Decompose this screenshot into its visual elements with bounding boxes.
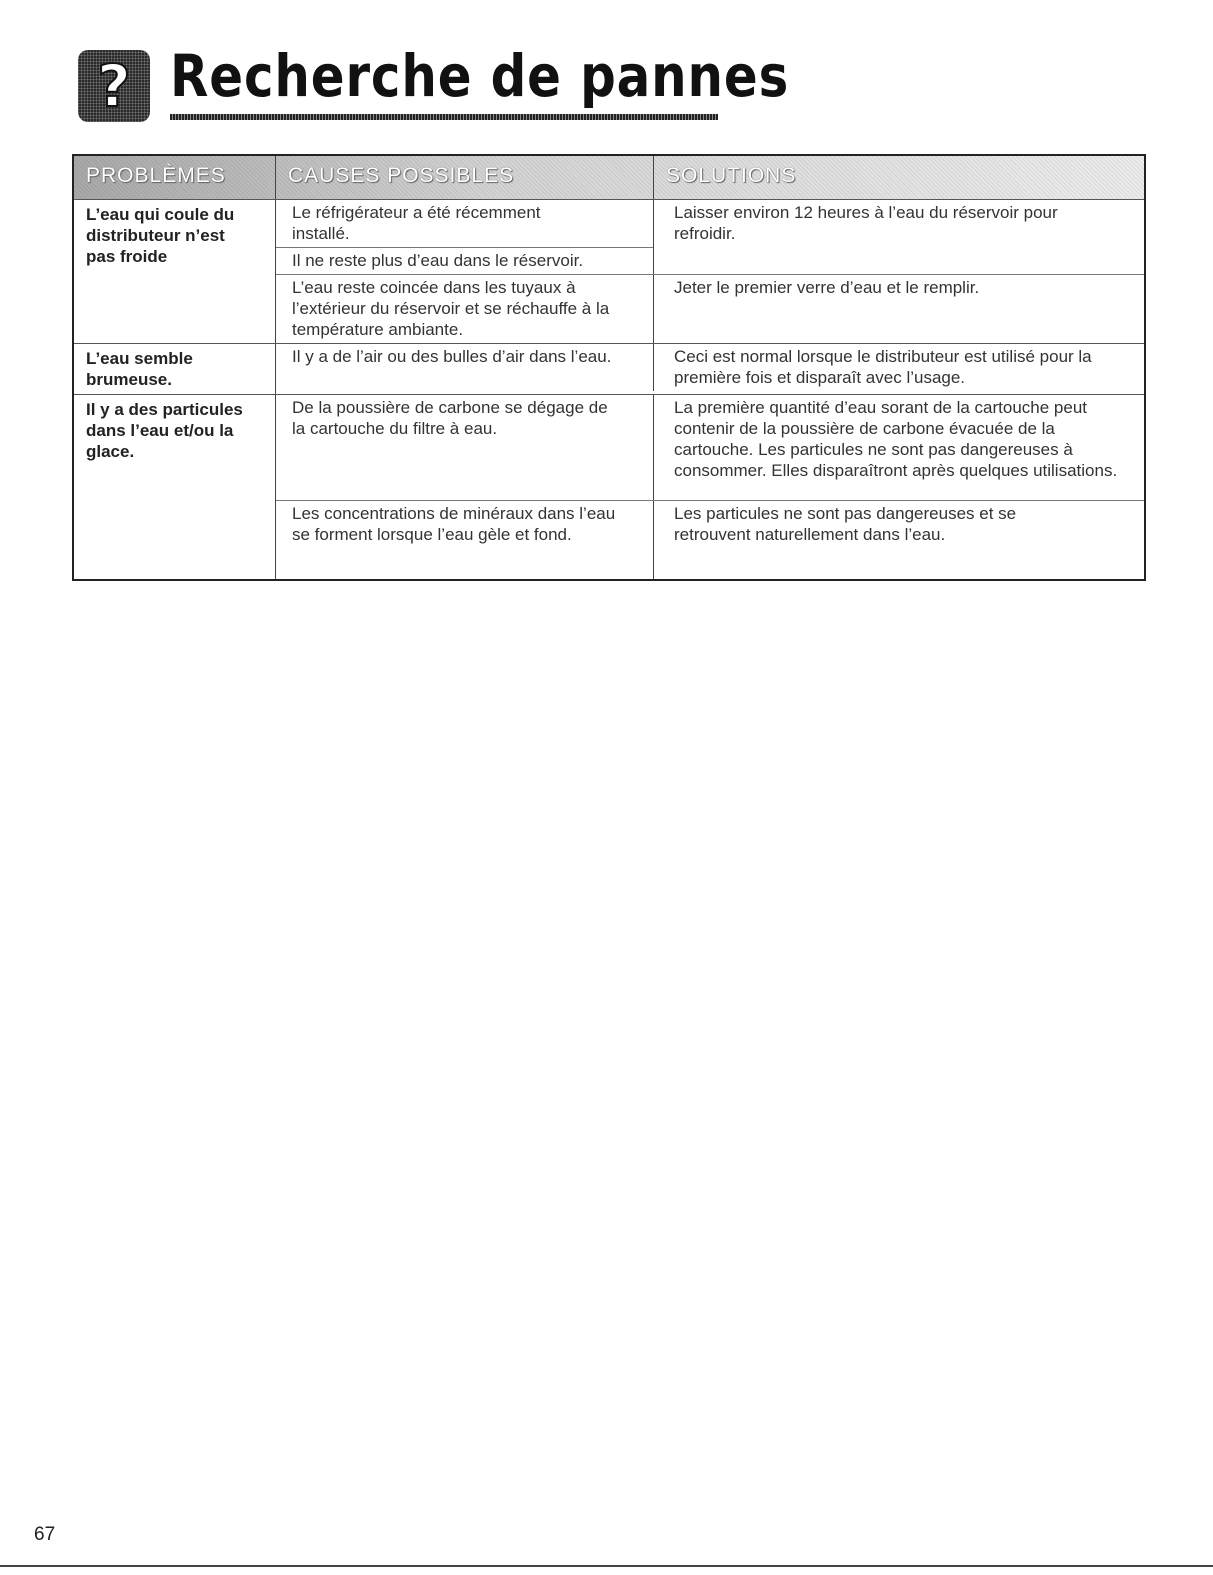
column-header-causes: CAUSES POSSIBLES bbox=[276, 156, 654, 199]
column-header-problems: PROBLÈMES bbox=[74, 156, 276, 199]
page-title: Recherche de pannes bbox=[170, 42, 790, 110]
solution-cell: Laisser environ 12 heures à l’eau du réservoir pour refroidir. bbox=[674, 203, 1058, 243]
cause-solution-pair bbox=[276, 395, 1144, 501]
cause-text: Le réfrigérateur a été récemment installé. bbox=[292, 203, 541, 243]
causes-cell bbox=[276, 501, 654, 579]
column-header-solutions: SOLUTIONS bbox=[666, 164, 797, 187]
cause-text: L’eau reste coincée dans les tuyaux à l’extérieur du réservoir et se réchauffe à la température ambiante. bbox=[292, 278, 610, 339]
cause-solution-pair bbox=[276, 275, 1144, 343]
problem-cell: Il y a des particules dans l’eau et/ou la glace. bbox=[74, 395, 276, 579]
table-row bbox=[74, 200, 1144, 344]
cause-text: Il ne reste plus d’eau dans le réservoir. bbox=[276, 247, 653, 274]
bottom-divider bbox=[0, 1565, 1213, 1567]
table-row bbox=[74, 395, 1144, 579]
solution-cell: Les particules ne sont pas dangereuses et se retrouvent naturellement dans l’eau. bbox=[674, 504, 1017, 544]
table-row bbox=[74, 344, 1144, 395]
title-underline bbox=[170, 114, 718, 120]
cause-text: De la poussière de carbone se dégage de la cartouche du filtre à eau. bbox=[292, 398, 608, 438]
causes-cell bbox=[276, 200, 654, 274]
causes-cell bbox=[276, 395, 654, 500]
cause-solution-pair bbox=[276, 501, 1144, 579]
cause-solution-pair bbox=[276, 344, 1144, 391]
table-header bbox=[74, 156, 1144, 200]
cause-text: Les concentrations de minéraux dans l’eau se forment lorsque l’eau gèle et fond. bbox=[292, 504, 616, 544]
troubleshooting-table bbox=[72, 154, 1146, 581]
cause-solution-group bbox=[276, 395, 1144, 579]
page-number: 67 bbox=[34, 1524, 56, 1545]
cause-text: Il y a de l’air ou des bulles d’air dans l’eau. bbox=[292, 347, 612, 366]
cause-solution-pair bbox=[276, 200, 1144, 275]
causes-cell bbox=[276, 344, 654, 391]
solution-cell: Ceci est normal lorsque le distributeur est utilisé pour la première fois et disparaît avec l’usage. bbox=[674, 347, 1092, 387]
cause-solution-group bbox=[276, 344, 1144, 394]
solution-cell: Jeter le premier verre d’eau et le remplir. bbox=[674, 278, 980, 297]
question-mark-icon: ? bbox=[78, 50, 150, 122]
solution-cell: La première quantité d’eau sorant de la cartouche peut contenir de la poussière de carbone évacuée de la cartouche. Les particules ne sont pas dangereuses à consommer. Elles disparaîtront après quelques utilisations. bbox=[674, 398, 1118, 480]
problem-cell: L’eau qui coule du distributeur n’est pas froide bbox=[74, 200, 276, 343]
problem-cell: L’eau semble brumeuse. bbox=[74, 344, 276, 394]
causes-cell bbox=[276, 275, 654, 343]
page-header bbox=[78, 36, 790, 136]
cause-solution-group bbox=[276, 200, 1144, 343]
